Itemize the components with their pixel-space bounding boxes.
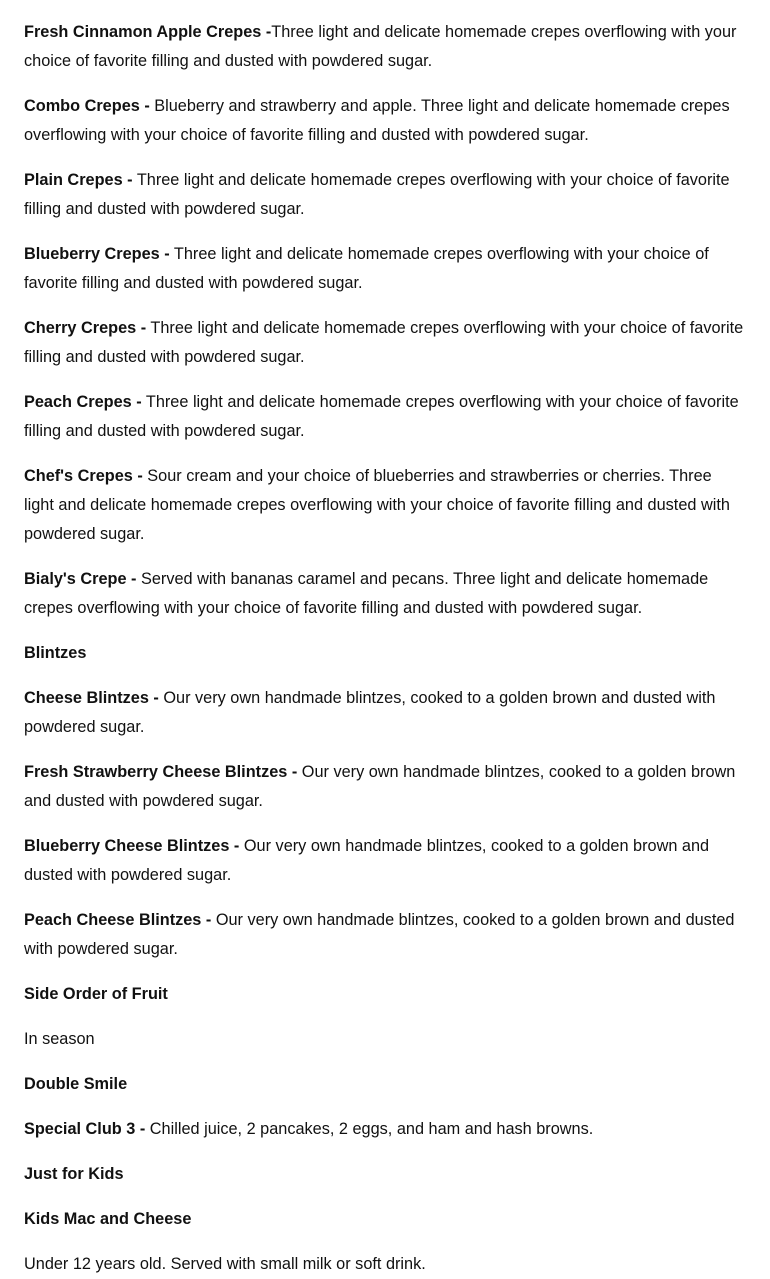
menu-item [24, 388, 746, 446]
menu-item-description: Blueberry and strawberry and apple. Three light and delicate homemade crepes overflowing with your choice of favorite filling and dusted with powdered sugar. [24, 97, 730, 144]
section-heading-text: Just for Kids [24, 1165, 124, 1183]
section-heading-text: Kids Mac and Cheese [24, 1210, 192, 1228]
menu-item-description: Three light and delicate homemade crepes overflowing with your choice of favorite filling and dusted with powdered sugar. [24, 23, 737, 70]
menu-item [24, 758, 746, 816]
menu-item-name: Cherry Crepes - [24, 319, 147, 337]
section-heading-text: Side Order of Fruit [24, 985, 168, 1003]
section-heading-blintzes [24, 639, 746, 668]
menu-item-description: Sour cream and your choice of blueberries and strawberries or cherries. Three light and delicate homemade crepes overflowing with your choice of favorite filling and dusted with powdered sugar. [24, 467, 730, 543]
menu-item-name: Peach Crepes - [24, 393, 142, 411]
menu-item-name: Fresh Strawberry Cheese Blintzes - [24, 763, 298, 781]
section-heading-text: Double Smile [24, 1075, 128, 1093]
menu-item [24, 906, 746, 964]
menu-item-description: Our very own handmade blintzes, cooked to a golden brown and dusted with powdered sugar. [24, 689, 716, 736]
kids-mac-description: Under 12 years old. Served with small milk or soft drink. [24, 1255, 426, 1273]
section-heading-double-smile [24, 1070, 746, 1099]
menu-item-name: Bialy's Crepe - [24, 570, 137, 588]
menu-item-name: Plain Crepes - [24, 171, 133, 189]
menu-item [24, 565, 746, 623]
section-heading-kids [24, 1160, 746, 1189]
menu-item-description: Our very own handmade blintzes, cooked to a golden brown and dusted with powdered sugar. [24, 837, 710, 884]
menu-item-description: Our very own handmade blintzes, cooked to a golden brown and dusted with powdered sugar. [24, 763, 736, 810]
fruit-description: In season [24, 1030, 95, 1048]
menu-item-description: Three light and delicate homemade crepes overflowing with your choice of favorite filling and dusted with powdered sugar. [24, 319, 744, 366]
menu-item-name: Blueberry Cheese Blintzes - [24, 837, 240, 855]
menu-item-description: Served with bananas caramel and pecans. Three light and delicate homemade crepes overflowing with your choice of favorite filling and dusted with powdered sugar. [24, 570, 709, 617]
menu-item-name: Fresh Cinnamon Apple Crepes - [24, 23, 272, 41]
menu-item [24, 314, 746, 372]
menu-item-description: Our very own handmade blintzes, cooked to a golden brown and dusted with powdered sugar. [24, 911, 735, 958]
menu-item [24, 18, 746, 76]
menu-item-name: Peach Cheese Blintzes - [24, 911, 212, 929]
section-heading-fruit [24, 980, 746, 1009]
menu-item [24, 1115, 746, 1144]
menu-item-description: Chilled juice, 2 pancakes, 2 eggs, and ham and hash browns. [145, 1120, 594, 1138]
section-heading-kids-mac [24, 1205, 746, 1234]
menu-item-name: Cheese Blintzes - [24, 689, 159, 707]
menu-item-description: Three light and delicate homemade crepes overflowing with your choice of favorite filling and dusted with powdered sugar. [24, 171, 730, 218]
menu-item-description: Three light and delicate homemade crepes overflowing with your choice of favorite filling and dusted with powdered sugar. [24, 245, 709, 292]
menu-item [24, 166, 746, 224]
menu-item [24, 462, 746, 549]
menu-item-name: Special Club 3 - [24, 1120, 146, 1138]
menu-item-name: Combo Crepes - [24, 97, 150, 115]
menu-item-description: Three light and delicate homemade crepes overflowing with your choice of favorite filling and dusted with powdered sugar. [24, 393, 739, 440]
menu-item-name: Chef's Crepes - [24, 467, 143, 485]
menu-item [24, 684, 746, 742]
menu-item [24, 240, 746, 298]
menu-item [24, 92, 746, 150]
menu-item [24, 832, 746, 890]
section-heading-text: Blintzes [24, 644, 87, 662]
menu-item-name: Blueberry Crepes - [24, 245, 170, 263]
